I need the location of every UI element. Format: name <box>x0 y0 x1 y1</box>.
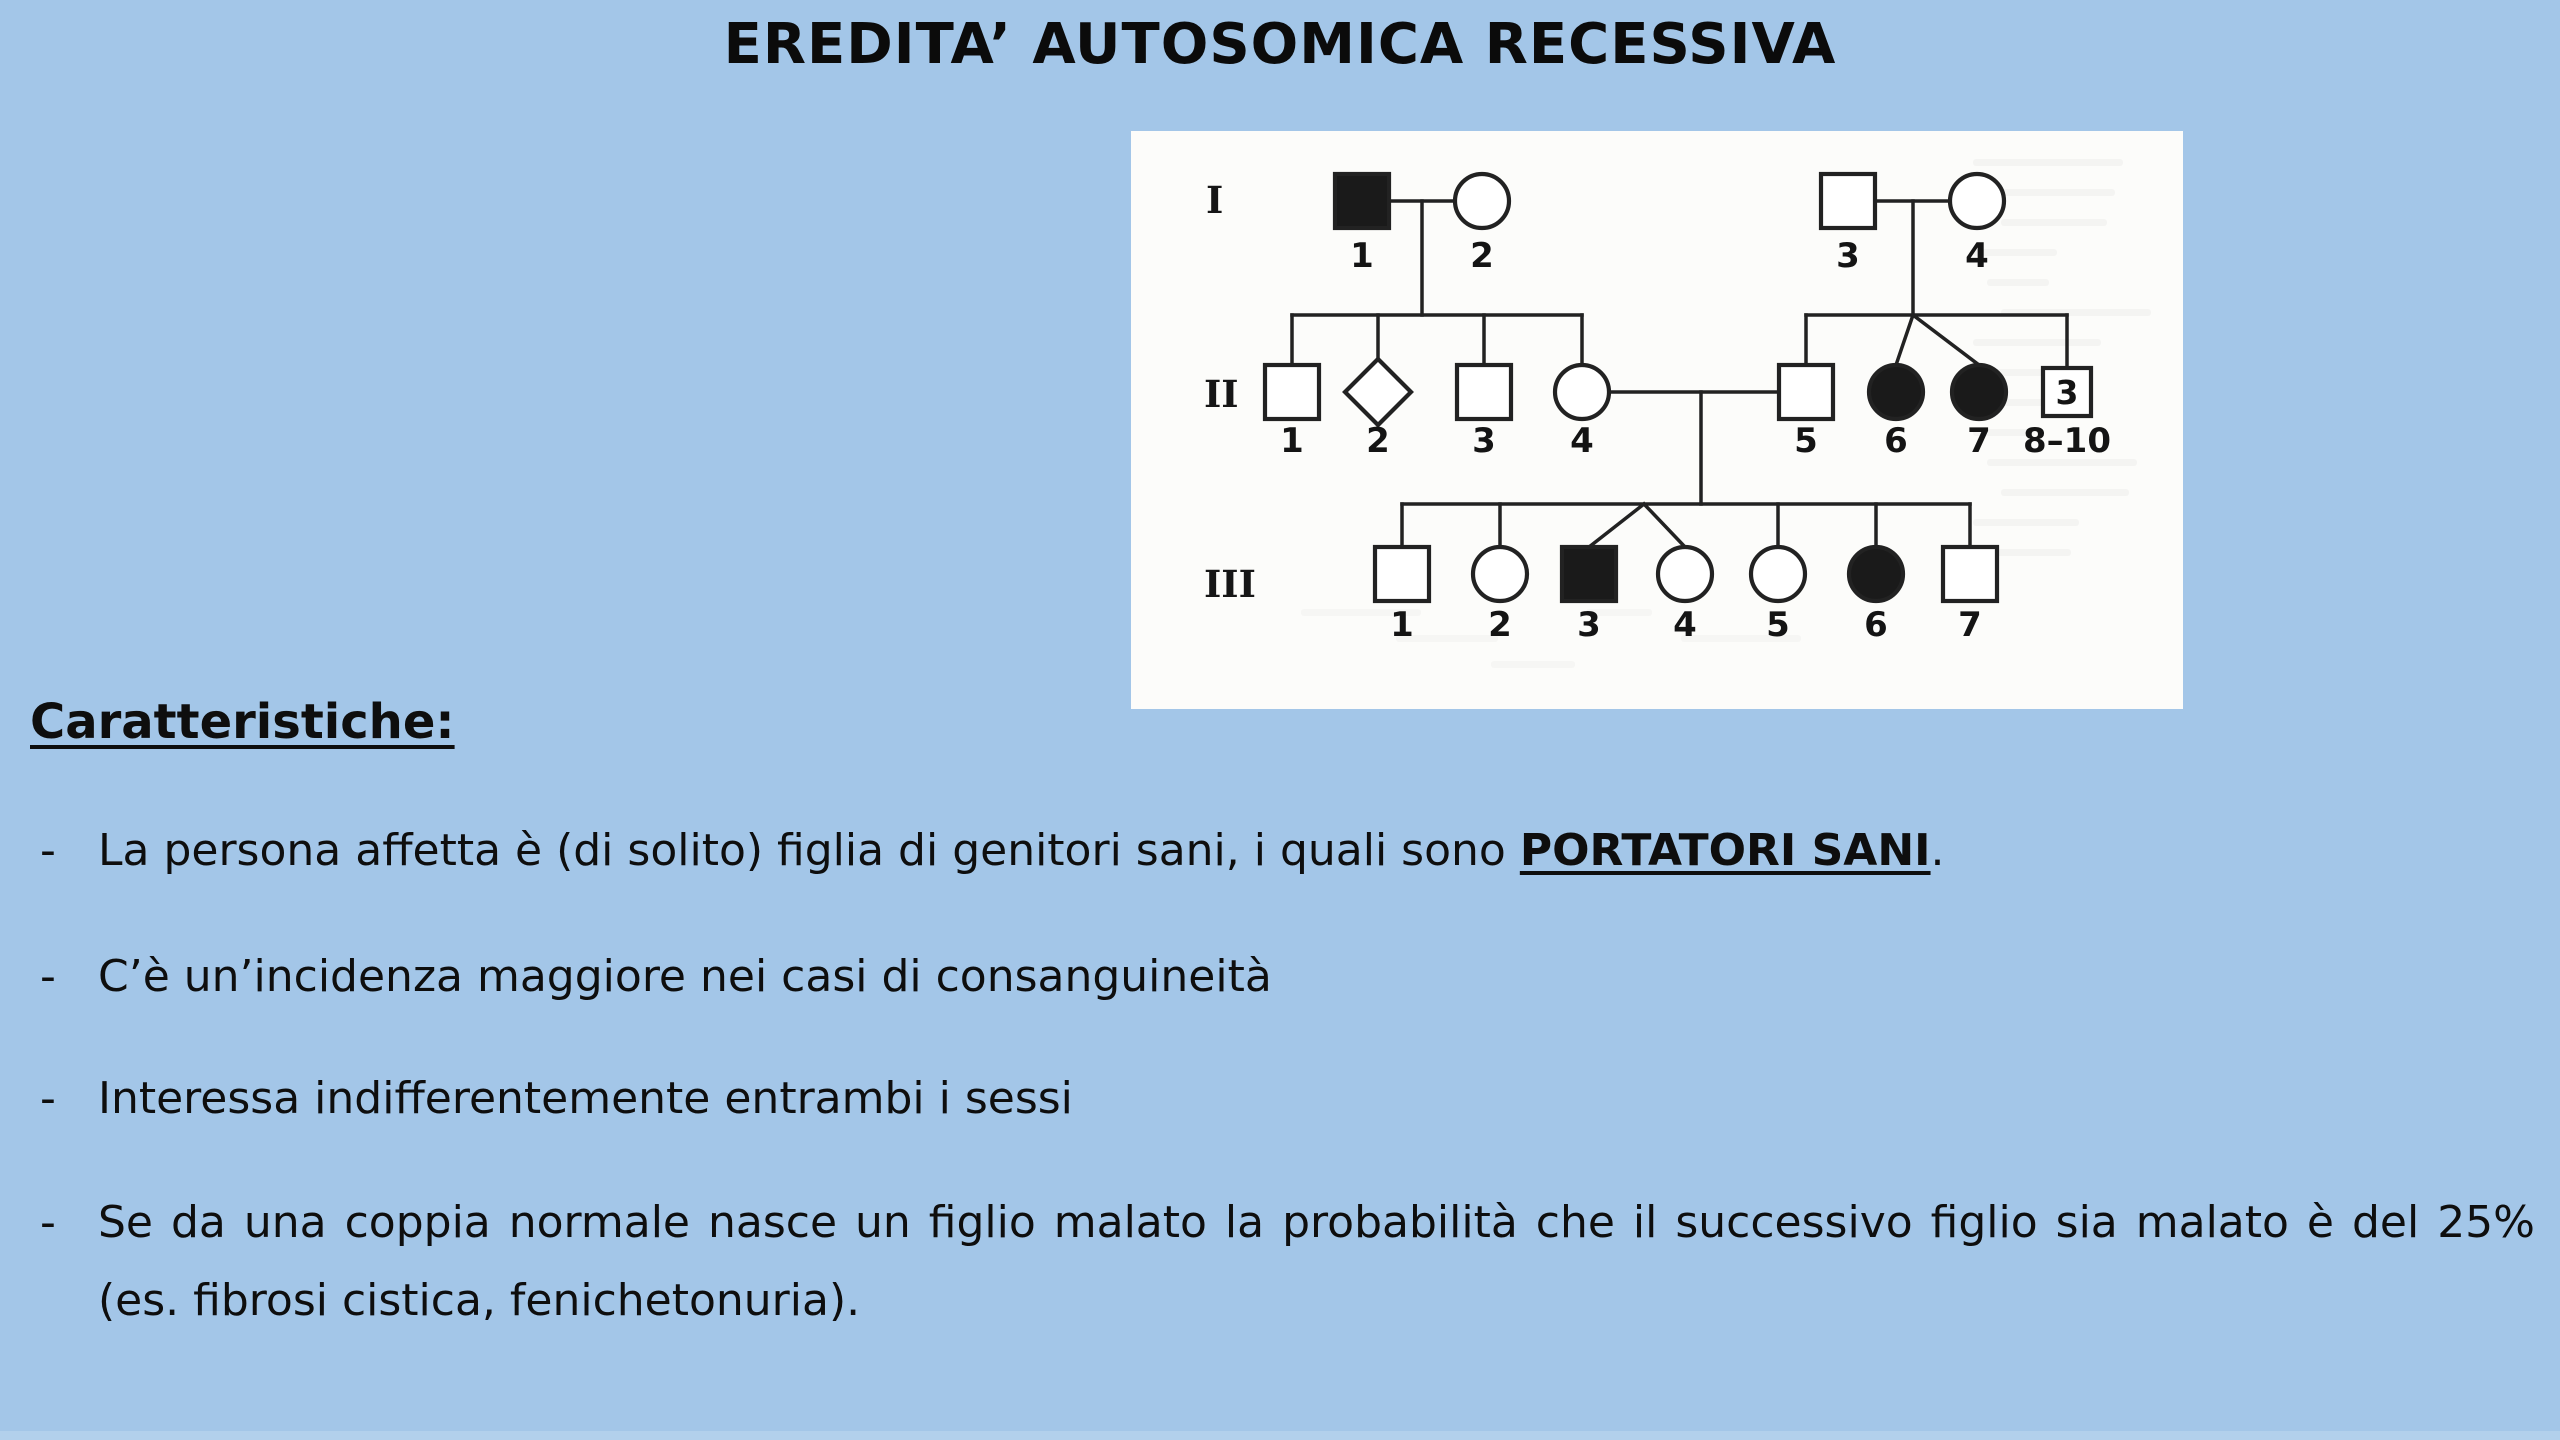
bullet-marker: - <box>40 951 56 1002</box>
pedigree-line <box>1913 315 1979 365</box>
scan-artifact <box>2001 219 2107 226</box>
pedigree-number-II-6: 6 <box>1884 421 1908 461</box>
pedigree-count-II-8-10: 3 <box>2055 373 2079 412</box>
scan-artifact <box>2001 489 2129 496</box>
pedigree-individual-II-2 <box>1345 359 1411 425</box>
pedigree-number-III-2: 2 <box>1488 605 1512 645</box>
scan-artifact <box>1987 279 2049 286</box>
scan-artifact <box>1491 661 1575 668</box>
pedigree-number-I-1: 1 <box>1350 236 1374 276</box>
bullet-text: Interessa indifferentemente entrambi i sessi <box>98 1073 1073 1124</box>
bullet-text: C’è un’incidenza maggiore nei casi di consanguineità <box>98 951 1272 1002</box>
page-title: EREDITA’ AUTOSOMICA RECESSIVA <box>723 12 1837 77</box>
pedigree-number-I-2: 2 <box>1470 236 1494 276</box>
bullet-marker: - <box>40 1073 56 1124</box>
pedigree-individual-I-1 <box>1335 174 1389 228</box>
scan-artifact <box>1987 549 2071 556</box>
pedigree-number-I-4: 4 <box>1965 236 1989 276</box>
bullet-consanguinity <box>40 938 2535 1016</box>
bullet-text: Se da una coppia normale nasce un figlio malato la probabilità che il successivo figlio sia malato è del 25% (es. fibrosi cistica, fenichetonuria). <box>98 1197 2535 1326</box>
pedigree-individual-III-3 <box>1562 547 1616 601</box>
pedigree-individual-III-6 <box>1849 547 1903 601</box>
bullet-emphasis: PORTATORI SANI <box>1519 825 1931 876</box>
pedigree-individual-II-4 <box>1555 365 1609 419</box>
bullet-marker: - <box>40 825 56 876</box>
generation-label-II: II <box>1204 372 1239 416</box>
pedigree-number-II-8-10: 8–10 <box>2023 421 2111 461</box>
bullet-text-before: La persona affetta è (di solito) figlia di genitori sani, i quali sono <box>98 825 1520 876</box>
pedigree-individual-I-4 <box>1950 174 2004 228</box>
characteristics-heading: Caratteristiche: <box>30 694 455 750</box>
bullet-text-after: . <box>1930 825 1945 876</box>
pedigree-number-II-7: 7 <box>1967 421 1991 461</box>
pedigree-diagram <box>1131 131 2183 709</box>
scan-artifact <box>1973 159 2123 166</box>
generation-label-I: I <box>1206 178 1224 222</box>
pedigree-individual-III-5 <box>1751 547 1805 601</box>
pedigree-individual-II-5 <box>1779 365 1833 419</box>
pedigree-svg <box>1131 131 2183 709</box>
bottom-edge-strip <box>0 1431 2560 1440</box>
pedigree-number-II-5: 5 <box>1794 421 1818 461</box>
scan-artifact <box>1973 339 2101 346</box>
pedigree-number-II-3: 3 <box>1472 421 1496 461</box>
bullet-marker: - <box>40 1197 56 1248</box>
pedigree-individual-II-7 <box>1952 365 2006 419</box>
bullet-text <box>98 812 2535 890</box>
pedigree-number-III-6: 6 <box>1864 605 1888 645</box>
pedigree-individual-III-2 <box>1473 547 1527 601</box>
pedigree-line <box>1644 504 1685 547</box>
pedigree-line <box>1589 504 1644 547</box>
pedigree-individual-II-6 <box>1869 365 1923 419</box>
pedigree-number-II-1: 1 <box>1280 421 1304 461</box>
bullet-probability <box>40 1184 2535 1340</box>
pedigree-number-II-2: 2 <box>1366 421 1390 461</box>
pedigree-number-III-3: 3 <box>1577 605 1601 645</box>
pedigree-individual-II-1 <box>1265 365 1319 419</box>
generation-label-III: III <box>1204 562 1256 606</box>
scan-artifact <box>1973 519 2079 526</box>
pedigree-individual-III-1 <box>1375 547 1429 601</box>
bullet-both-sexes <box>40 1060 2535 1138</box>
pedigree-number-III-4: 4 <box>1673 605 1697 645</box>
pedigree-individual-III-4 <box>1658 547 1712 601</box>
scan-artifact <box>1987 189 2115 196</box>
pedigree-number-II-4: 4 <box>1570 421 1594 461</box>
pedigree-number-III-7: 7 <box>1958 605 1982 645</box>
pedigree-number-III-5: 5 <box>1766 605 1790 645</box>
pedigree-individual-II-3 <box>1457 365 1511 419</box>
pedigree-individual-III-7 <box>1943 547 1997 601</box>
pedigree-line <box>1896 315 1913 365</box>
pedigree-individual-I-2 <box>1455 174 1509 228</box>
bullet-affected-parents <box>40 812 2535 890</box>
pedigree-individual-I-3 <box>1821 174 1875 228</box>
pedigree-number-III-1: 1 <box>1390 605 1414 645</box>
pedigree-number-I-3: 3 <box>1836 236 1860 276</box>
